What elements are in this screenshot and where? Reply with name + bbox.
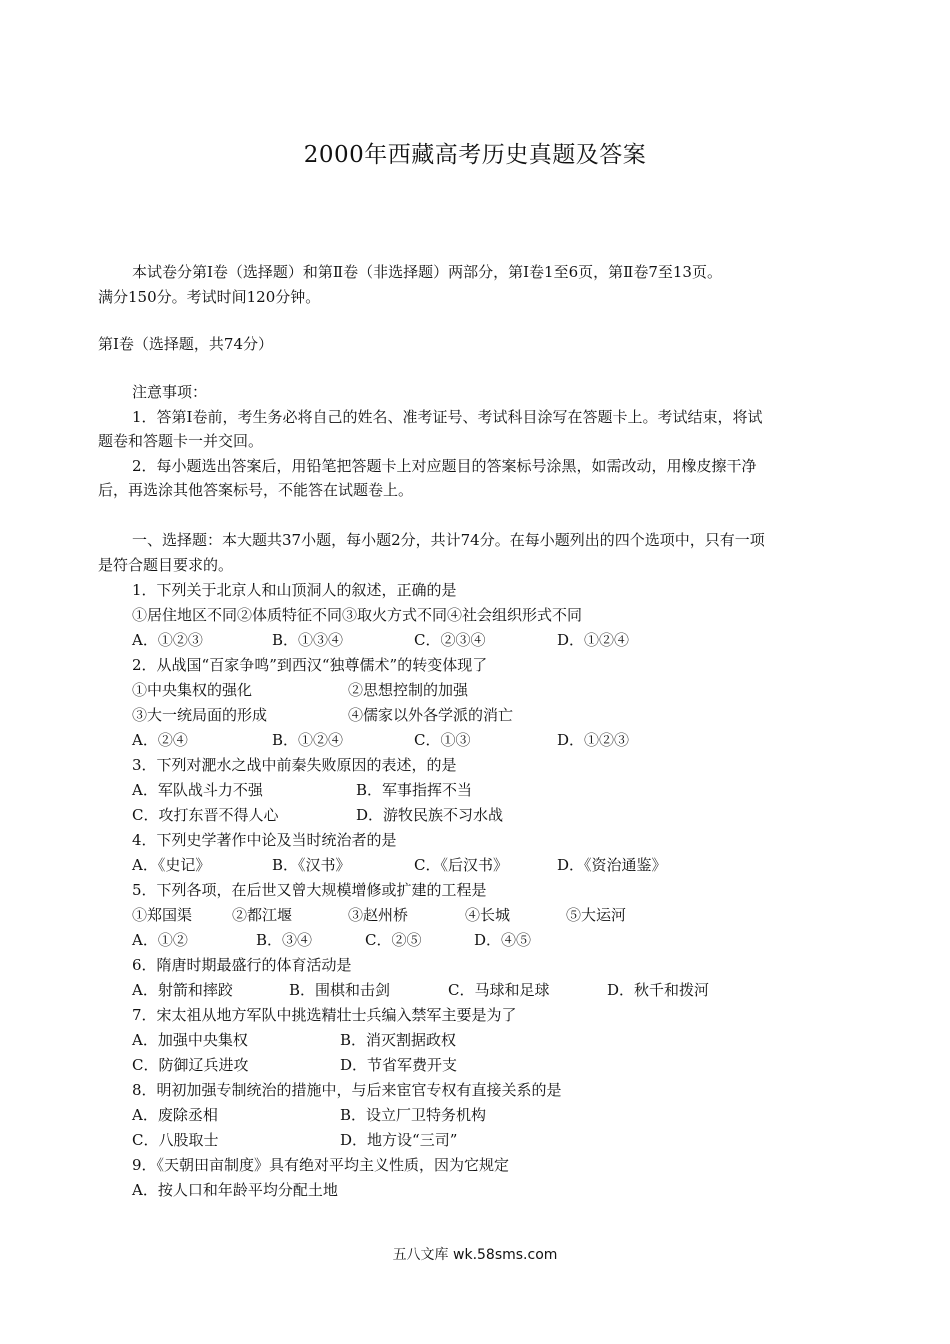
intro-line-2: 满分150分。考试时间120分钟。 [98,288,321,306]
notice-heading: 注意事项： [132,383,208,401]
q8-option-a: A．废除丞相 [132,1106,218,1124]
q6-option-a: A．射箭和摔跤 [132,981,233,999]
q2-option-b: B．①②④ [272,731,344,749]
q7-option-d: D．节省军费开支 [340,1056,458,1074]
q5-premise-5: ⑤大运河 [566,906,627,924]
q9-option-a: A．按人口和年龄平均分配土地 [132,1181,338,1199]
q9-stem: 9．《天朝田亩制度》具有绝对平均主义性质，因为它规定 [132,1156,510,1174]
q3-option-a: A．军队战斗力不强 [132,781,263,799]
notice-item2-line2: 后，再选涂其他答案标号，不能答在试题卷上。 [98,481,414,499]
q8-option-c: C．八股取士 [132,1131,219,1149]
q5-option-c: C．②⑤ [365,931,422,949]
q3-option-b: B．军事指挥不当 [356,781,473,799]
q1-option-b: B．①③④ [272,631,344,649]
q4-stem: 4．下列史学著作中论及当时统治者的是 [132,831,397,849]
q6-option-b: B．围棋和击剑 [289,981,391,999]
q2-option-d: D．①②③ [557,731,630,749]
q1-stem: 1．下列关于北京人和山顶洞人的叙述，正确的是 [132,581,457,599]
q5-stem: 5．下列各项，在后世又曾大规模增修或扩建的工程是 [132,881,487,899]
q5-premise-3: ③赵州桥 [348,906,409,924]
q1-option-d: D．①②④ [557,631,630,649]
q7-option-a: A．加强中央集权 [132,1031,248,1049]
notice-item2-line1: 2．每小题选出答案后，用铅笔把答题卡上对应题目的答案标号涂黑，如需改动，用橡皮擦干净 [132,457,757,475]
q2-stem: 2．从战国“百家争鸣”到西汉“独尊儒术”的转变体现了 [132,656,488,674]
q5-premise-1: ①郑国渠 [132,906,193,924]
intro-line-1: 本试卷分第Ⅰ卷（选择题）和第Ⅱ卷（非选择题）两部分，第Ⅰ卷1至6页，第Ⅱ卷7至13页。 [132,263,722,281]
q5-premise-2: ②都江堰 [232,906,293,924]
q2-premise-4: ④儒家以外各学派的消亡 [348,706,514,724]
q6-stem: 6．隋唐时期最盛行的体育活动是 [132,956,352,974]
q6-option-d: D．秋千和拨河 [607,981,710,999]
q4-option-a: A．《史记》 [132,856,211,874]
q1-premise: ①居住地区不同②体质特征不同③取火方式不同④社会组织形式不同 [132,606,583,624]
q5-option-a: A．①② [132,931,188,949]
document-title: 2000年西藏高考历史真题及答案 [303,142,647,168]
q8-option-d: D．地方设“三司” [340,1131,458,1149]
part1-heading: 第Ⅰ卷（选择题，共74分） [98,335,274,353]
q5-premise-4: ④长城 [465,906,511,924]
page-footer-watermark: 五八文库 wk.58sms.com [392,1247,558,1263]
q3-option-d: D．游牧民族不习水战 [356,806,504,824]
section1-line1: 一、选择题：本大题共37小题，每小题2分，共计74分。在每小题列出的四个选项中，只有一项 [132,531,765,549]
q4-option-c: C．《后汉书》 [414,856,508,874]
q2-premise-2: ②思想控制的加强 [348,681,469,699]
q6-option-c: C．马球和足球 [448,981,550,999]
q7-stem: 7．宋太祖从地方军队中挑选精壮士兵编入禁军主要是为了 [132,1006,517,1024]
q3-option-c: C．攻打东晋不得人心 [132,806,279,824]
q2-premise-1: ①中央集权的强化 [132,681,253,699]
q4-option-d: D．《资治通鉴》 [557,856,667,874]
notice-item1-line2: 题卷和答题卡一并交回。 [98,432,264,450]
q4-option-b: B．《汉书》 [272,856,351,874]
section1-line2: 是符合题目要求的。 [98,556,234,574]
q5-option-b: B．③④ [256,931,313,949]
notice-item1-line1: 1．答第Ⅰ卷前，考生务必将自己的姓名、准考证号、考试科目涂写在答题卡上。考试结束，将试 [132,408,763,426]
q3-stem: 3．下列对淝水之战中前秦失败原因的表述，的是 [132,756,457,774]
q5-option-d: D．④⑤ [474,931,532,949]
q7-option-c: C．防御辽兵进攻 [132,1056,249,1074]
q1-option-c: C．②③④ [414,631,486,649]
q2-premise-3: ③大一统局面的形成 [132,706,268,724]
q2-option-a: A．②④ [132,731,188,749]
q1-option-a: A．①②③ [132,631,203,649]
q7-option-b: B．消灭割据政权 [340,1031,457,1049]
q2-option-c: C．①③ [414,731,471,749]
q8-option-b: B．设立厂卫特务机构 [340,1106,487,1124]
q8-stem: 8．明初加强专制统治的措施中，与后来宦官专权有直接关系的是 [132,1081,562,1099]
